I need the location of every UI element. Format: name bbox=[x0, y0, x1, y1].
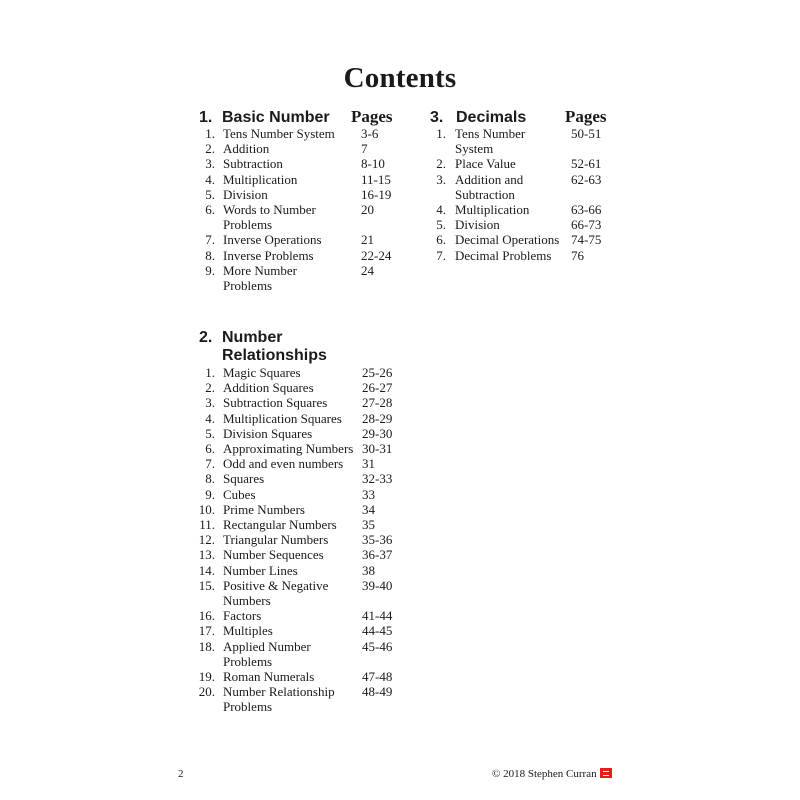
entry-number: 15. bbox=[198, 577, 215, 593]
entry-number: 1. bbox=[205, 126, 215, 141]
entry-pages: 33 bbox=[362, 486, 375, 502]
entry-pages: 7 bbox=[361, 141, 368, 157]
entry-pages: 41-44 bbox=[362, 608, 393, 624]
entry-pages: 35-36 bbox=[362, 532, 393, 548]
entry-label: Tens Number bbox=[455, 126, 526, 141]
copyright-notice bbox=[492, 768, 612, 780]
entry-label: Division Squares bbox=[223, 425, 313, 441]
page-title: Contents bbox=[343, 62, 457, 94]
entry-label: Factors bbox=[223, 608, 262, 624]
entry-pages: 47-48 bbox=[362, 669, 393, 684]
entry-label: Prime Numbers bbox=[223, 501, 305, 517]
entry-label: Inverse Operations bbox=[223, 232, 322, 248]
entry-label: Words to Number bbox=[223, 202, 316, 217]
entry-number: 4. bbox=[205, 410, 215, 426]
section-title: Decimals bbox=[456, 109, 527, 126]
entry-pages: 28-29 bbox=[362, 410, 393, 426]
entry-label: Problems bbox=[223, 217, 273, 233]
entry-pages: 35 bbox=[362, 517, 375, 532]
entry-pages: 34 bbox=[362, 501, 375, 517]
entry-pages: 45-46 bbox=[362, 638, 393, 654]
entry-pages: 39-40 bbox=[362, 577, 393, 593]
entry-number: 5. bbox=[205, 425, 215, 441]
entry-label: Rectangular Numbers bbox=[223, 517, 337, 532]
entry-number: 16. bbox=[198, 608, 215, 624]
entry-pages: 25-26 bbox=[362, 365, 393, 380]
entry-label: Division bbox=[455, 217, 500, 233]
entry-label: Decimal Operations bbox=[455, 232, 560, 248]
entry-number: 3. bbox=[205, 395, 215, 411]
entry-label: Inverse Problems bbox=[223, 247, 314, 263]
entry-pages: 44-45 bbox=[362, 623, 393, 639]
entry-label: Tens Number System bbox=[223, 126, 335, 141]
entry-number: 8. bbox=[205, 471, 215, 487]
entry-label: Subtraction bbox=[223, 156, 283, 172]
entry-label: Odd and even numbers bbox=[223, 456, 344, 472]
pages-column-header: Pages bbox=[351, 107, 393, 126]
entry-label: Multiplication Squares bbox=[223, 410, 342, 426]
pages-column-header: Pages bbox=[565, 107, 607, 126]
entry-pages: 24 bbox=[361, 262, 374, 278]
entry-pages: 50-51 bbox=[571, 126, 602, 141]
entry-number: 6. bbox=[436, 232, 446, 248]
entry-number: 7. bbox=[436, 247, 446, 263]
section-number: 2. bbox=[199, 329, 213, 346]
entry-label: Cubes bbox=[223, 486, 256, 502]
entry-pages: 29-30 bbox=[362, 425, 393, 441]
entry-label: Positive & Negative bbox=[223, 577, 329, 593]
entry-pages: 74-75 bbox=[571, 232, 602, 248]
entry-label: Division bbox=[223, 186, 268, 202]
entry-pages: 30-31 bbox=[362, 441, 393, 456]
entry-number: 3. bbox=[436, 171, 446, 187]
entry-pages: 26-27 bbox=[362, 380, 393, 396]
entry-label: Addition bbox=[223, 141, 270, 157]
entry-label: More Number bbox=[223, 262, 298, 278]
entry-label: Addition Squares bbox=[223, 380, 314, 396]
entry-number: 3. bbox=[205, 156, 215, 172]
entry-number: 19. bbox=[198, 669, 215, 684]
entry-label: Numbers bbox=[223, 592, 271, 608]
entry-number: 6. bbox=[205, 441, 215, 456]
entry-number: 2. bbox=[205, 380, 215, 396]
entry-number: 10. bbox=[198, 501, 215, 517]
entry-pages: 8-10 bbox=[361, 156, 385, 172]
entry-number: 17. bbox=[198, 623, 215, 639]
entry-label: Problems bbox=[223, 699, 273, 715]
entry-label: Multiplication bbox=[223, 171, 298, 187]
entry-pages: 38 bbox=[362, 562, 375, 578]
entry-number: 13. bbox=[198, 547, 215, 563]
section-title: Basic Number bbox=[222, 109, 330, 126]
entry-pages: 20 bbox=[361, 202, 374, 217]
entry-pages: 76 bbox=[571, 247, 584, 263]
entry-label: Roman Numerals bbox=[223, 669, 315, 684]
section-number: 3. bbox=[430, 109, 444, 126]
entry-pages: 31 bbox=[362, 456, 375, 472]
entry-pages: 21 bbox=[361, 232, 374, 248]
section-title: Relationships bbox=[222, 347, 327, 364]
entry-pages: 22-24 bbox=[361, 247, 392, 263]
entry-label: Subtraction bbox=[455, 186, 515, 202]
entry-label: Magic Squares bbox=[223, 365, 301, 380]
entry-label: Problems bbox=[223, 277, 273, 293]
entry-number: 14. bbox=[198, 562, 215, 578]
entry-label: Decimal Problems bbox=[455, 247, 552, 263]
entry-number: 7. bbox=[205, 232, 215, 248]
entry-pages: 11-15 bbox=[361, 171, 391, 187]
entry-pages: 48-49 bbox=[362, 684, 393, 700]
entry-label: Number Lines bbox=[223, 562, 298, 578]
entry-pages: 52-61 bbox=[571, 156, 602, 172]
entry-label: Squares bbox=[223, 471, 265, 487]
entry-number: 2. bbox=[436, 156, 446, 172]
entry-number: 4. bbox=[436, 202, 446, 217]
entry-number: 8. bbox=[205, 247, 215, 263]
entry-label: Multiplication bbox=[455, 202, 530, 217]
entry-number: 18. bbox=[198, 638, 215, 654]
entry-number: 9. bbox=[205, 262, 215, 278]
entry-number: 11. bbox=[199, 517, 215, 532]
entry-number: 12. bbox=[198, 532, 215, 548]
entry-pages: 32-33 bbox=[362, 471, 393, 487]
entry-label: Number Sequences bbox=[223, 547, 324, 563]
entry-number: 5. bbox=[205, 186, 215, 202]
entry-pages: 63-66 bbox=[571, 202, 602, 217]
copyright-text: © 2018 Stephen Curran bbox=[492, 768, 597, 780]
entry-label: Triangular Numbers bbox=[223, 532, 329, 548]
entry-label: Approximating Numbers bbox=[223, 441, 354, 456]
entry-number: 2. bbox=[205, 141, 215, 157]
entry-label: Place Value bbox=[455, 156, 516, 172]
section-number: 1. bbox=[199, 109, 213, 126]
entry-pages: 27-28 bbox=[362, 395, 393, 411]
publisher-logo-icon bbox=[600, 768, 612, 778]
entry-number: 4. bbox=[205, 171, 215, 187]
entry-number: 6. bbox=[205, 202, 215, 217]
entry-number: 1. bbox=[205, 365, 215, 380]
page-number: 2 bbox=[178, 768, 184, 780]
entry-number: 7. bbox=[205, 456, 215, 472]
entry-label: Addition and bbox=[455, 171, 524, 187]
entry-label: Number Relationship bbox=[223, 684, 335, 700]
entry-label: Applied Number bbox=[223, 638, 311, 654]
section-title: Number bbox=[222, 329, 283, 346]
entry-number: 9. bbox=[205, 486, 215, 502]
entry-number: 1. bbox=[436, 126, 446, 141]
entry-pages: 66-73 bbox=[571, 217, 602, 233]
entry-pages: 16-19 bbox=[361, 186, 392, 202]
entry-pages: 36-37 bbox=[362, 547, 393, 563]
entry-label: Problems bbox=[223, 653, 273, 669]
entry-number: 20. bbox=[198, 684, 215, 700]
entry-pages: 3-6 bbox=[361, 126, 379, 141]
entry-pages: 62-63 bbox=[571, 171, 602, 187]
entry-label: System bbox=[455, 141, 494, 157]
entry-label: Multiples bbox=[223, 623, 273, 639]
entry-label: Subtraction Squares bbox=[223, 395, 328, 411]
entry-number: 5. bbox=[436, 217, 446, 233]
